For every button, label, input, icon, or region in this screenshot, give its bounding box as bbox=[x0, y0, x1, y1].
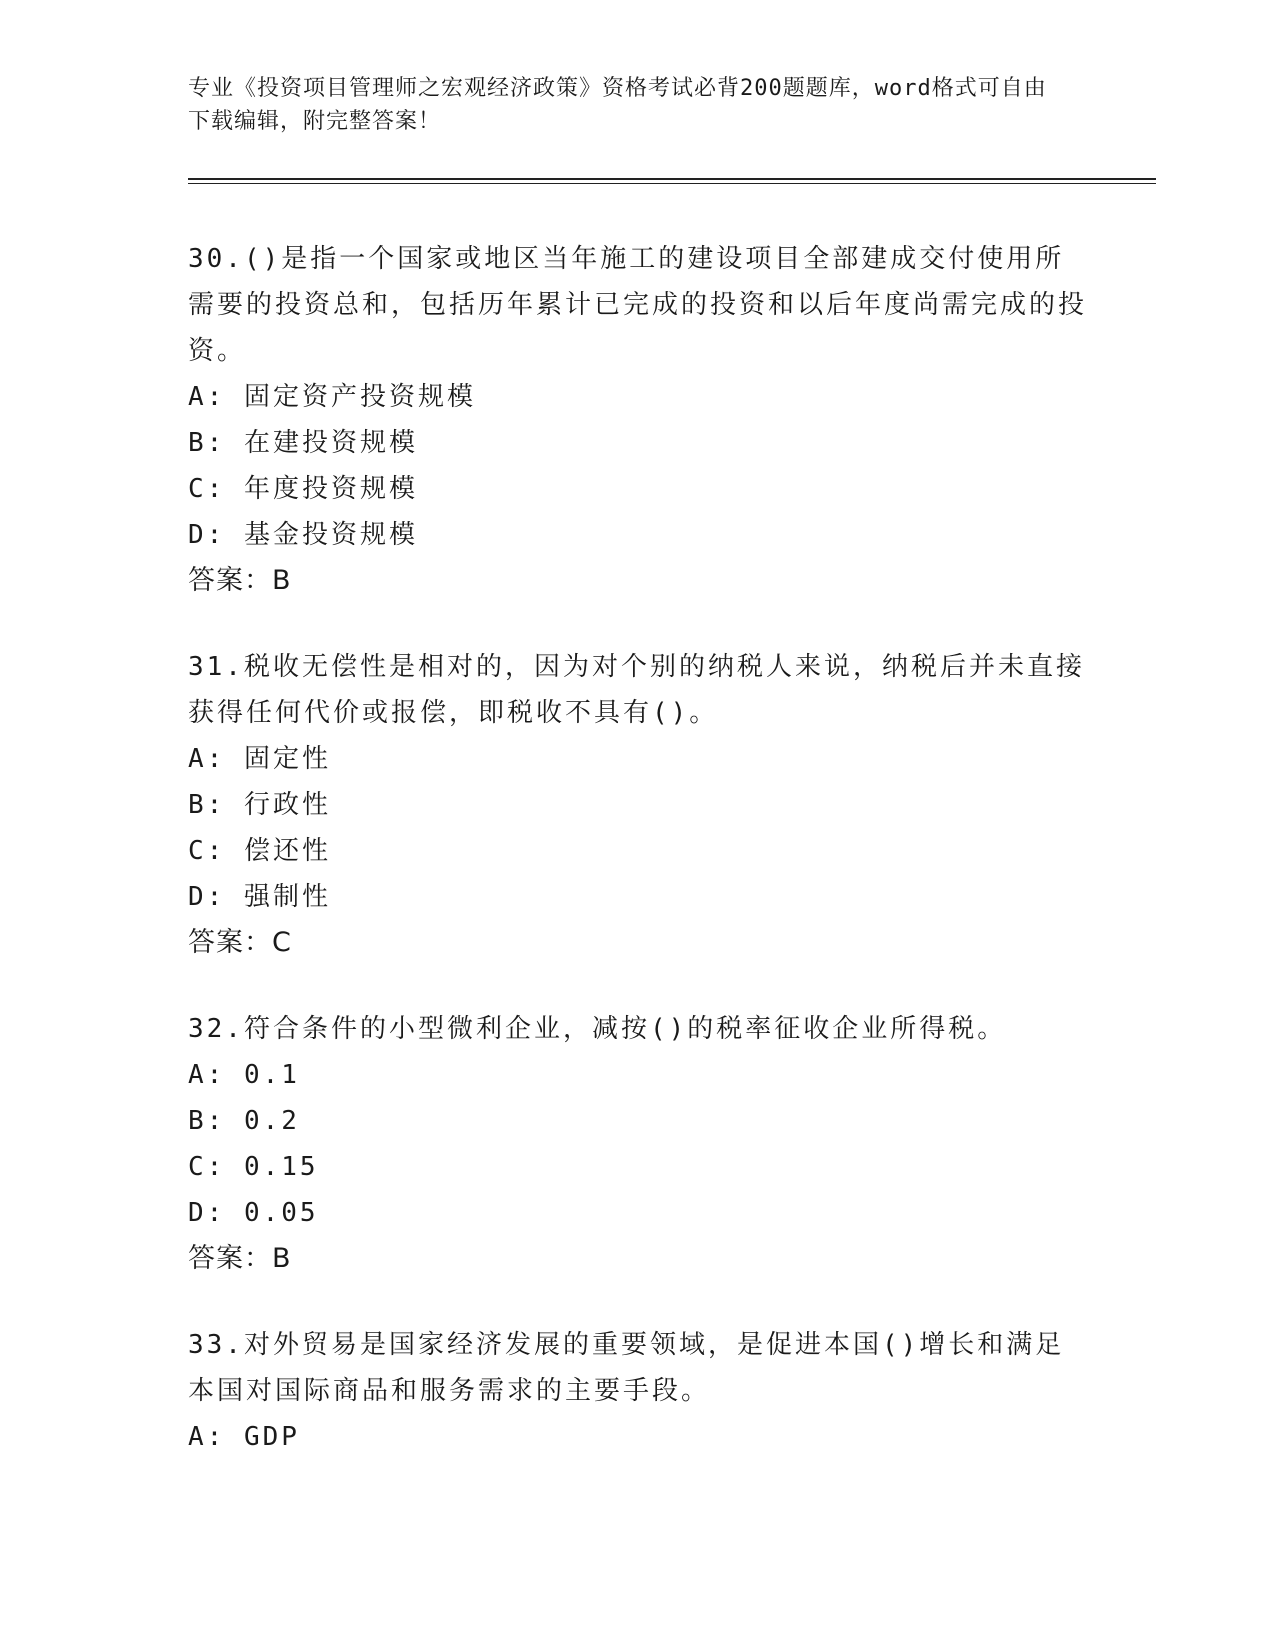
question-stem: 30.()是指一个国家或地区当年施工的建设项目全部建成交付使用所需要的投资总和，包括历年累计已完成的投资和以后年度尚需完成的投资。 bbox=[188, 244, 1088, 366]
question-33 bbox=[188, 1322, 1088, 1460]
option-b: B: 在建投资规模 bbox=[188, 428, 418, 458]
option-d: D: 0.05 bbox=[188, 1198, 319, 1228]
question-stem: 32.符合条件的小型微利企业，减按()的税率征收企业所得税。 bbox=[188, 1014, 1007, 1044]
question-stem: 33.对外贸易是国家经济发展的重要领域，是促进本国()增长和满足本国对国际商品和服务需求的主要手段。 bbox=[188, 1330, 1065, 1406]
header-divider-thin bbox=[188, 183, 1156, 184]
option-c: C: 偿还性 bbox=[188, 836, 331, 866]
question-30 bbox=[188, 236, 1088, 604]
option-c: C: 年度投资规模 bbox=[188, 474, 418, 504]
answer: 答案：B bbox=[188, 565, 292, 596]
question-32 bbox=[188, 1006, 1088, 1282]
document-header: 专业《投资项目管理师之宏观经济政策》资格考试必背200题题库，word格式可自由下载编辑，附完整答案！ bbox=[188, 76, 1047, 134]
option-b: B: 0.2 bbox=[188, 1106, 300, 1136]
answer: 答案：C bbox=[188, 927, 292, 958]
option-d: D: 强制性 bbox=[188, 882, 331, 912]
option-a: A: 0.1 bbox=[188, 1060, 300, 1090]
question-stem: 31.税收无偿性是相对的，因为对个别的纳税人来说，纳税后并未直接获得任何代价或报偿，即税收不具有()。 bbox=[188, 652, 1085, 728]
option-a: A: 固定性 bbox=[188, 744, 331, 774]
question-list bbox=[188, 236, 1088, 1500]
option-a: A: GDP bbox=[188, 1422, 300, 1452]
option-c: C: 0.15 bbox=[188, 1152, 319, 1182]
header-divider-thick bbox=[188, 178, 1156, 180]
option-d: D: 基金投资规模 bbox=[188, 520, 418, 550]
option-b: B: 行政性 bbox=[188, 790, 331, 820]
option-a: A: 固定资产投资规模 bbox=[188, 382, 476, 412]
answer: 答案：B bbox=[188, 1243, 292, 1274]
question-31 bbox=[188, 644, 1088, 966]
